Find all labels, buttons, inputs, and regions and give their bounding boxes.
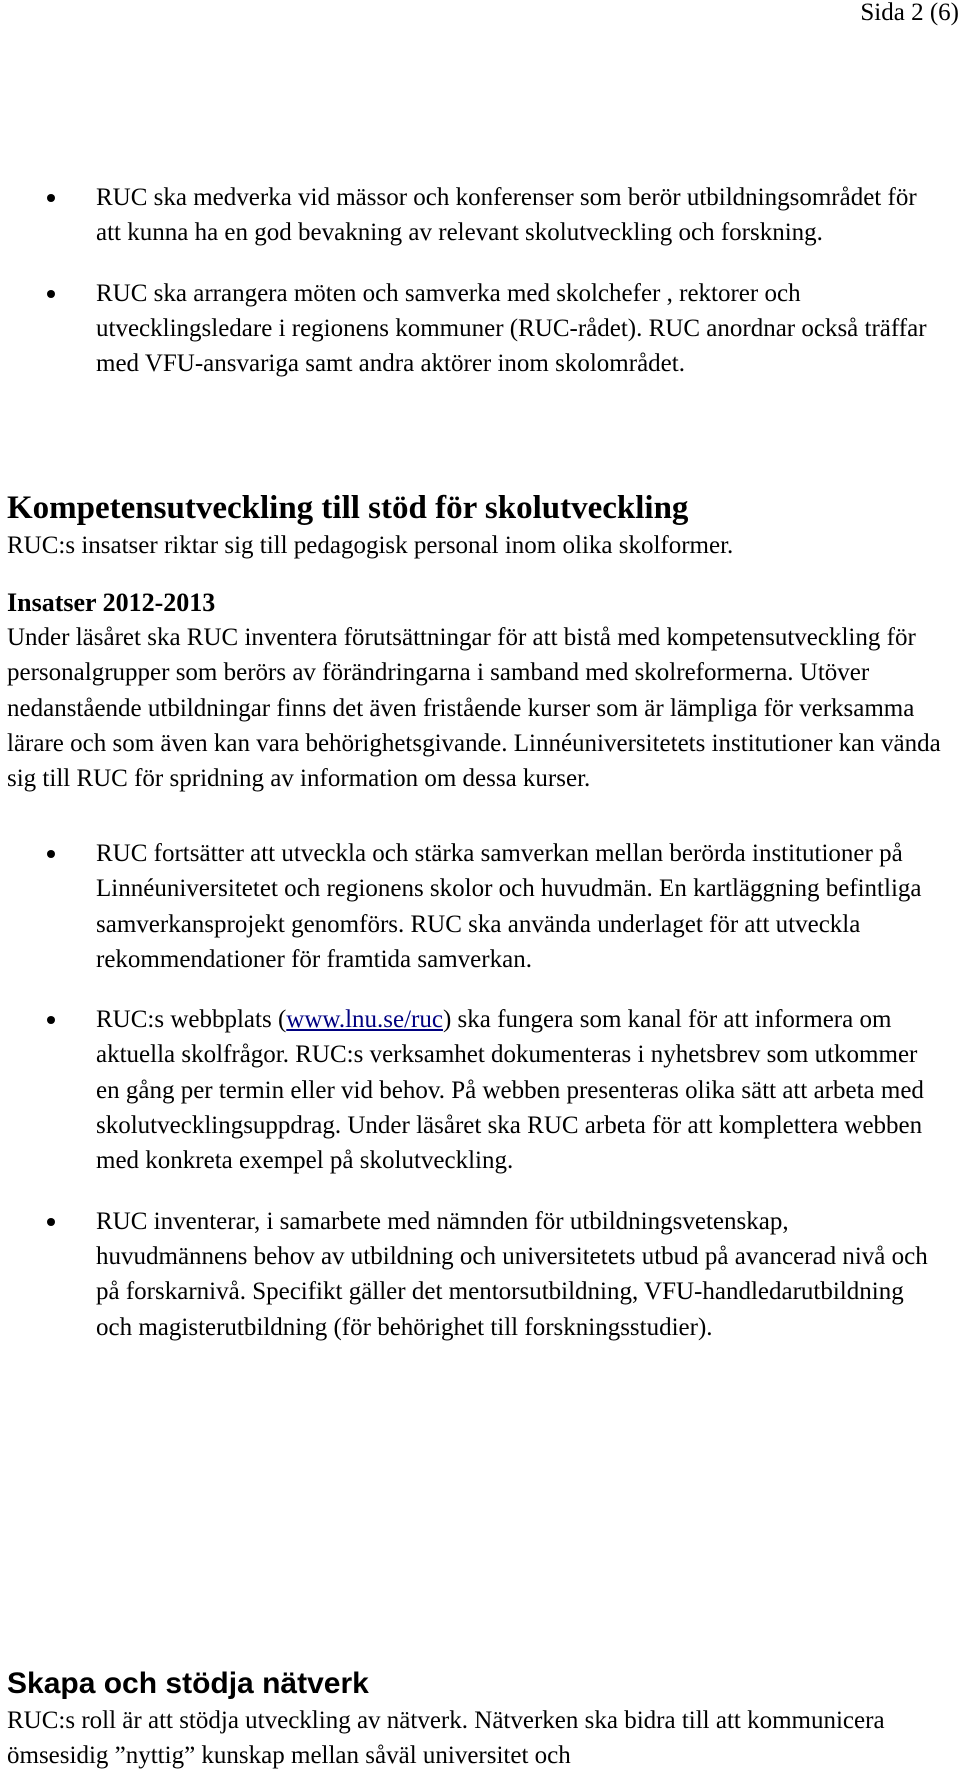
list-item xyxy=(0,1002,940,1178)
section-body: RUC:s roll är att stödja utveckling av nätverk. Nätverken ska bidra till att kommunicera ömsesidig ”nyttig” kunskap mellan såväl universitet och xyxy=(7,1707,885,1770)
list-item-text: RUC inventerar, i samarbete med nämnden för utbildningsvetenskap, huvudmännens behov av utbildning och universitetets utbud på avancerad nivå och på forskarnivå. Specifikt gäller det mentorsutbildning, VFU-handledarutbildning och magisterutbildning (för behörighet till forskningsstudier). xyxy=(96,1207,928,1341)
section-heading: Skapa och stödja nätverk xyxy=(7,1667,369,1700)
ruc-website-link[interactable]: www.lnu.se/ruc xyxy=(286,1006,443,1034)
page-number: Sida 2 (6) xyxy=(860,0,959,26)
section-intro: RUC:s insatser riktar sig till pedagogisk personal inom olika skolformer. xyxy=(7,532,734,559)
list-item-text-part: RUC:s webbplats ( xyxy=(96,1006,287,1034)
section-insatser xyxy=(7,585,947,796)
section-body: Under läsåret ska RUC inventera förutsättningar för att bistå med kompetensutveckling för personalgrupper som berörs av förändringarna i samband med skolreformerna. Utöver nedanstående utbildningar finns det även fristående kurser som är lämpliga för verksamma lärare och som även kan vara behörighetsgivande. Linnéuniversitetets institutioner kan vända sig till RUC för spridning av information om dessa kurser. xyxy=(7,624,941,793)
section-competence xyxy=(7,488,947,563)
section-heading: Kompetensutveckling till stöd för skolutveckling xyxy=(7,490,689,526)
list-item-text-part: ) ska fungera som kanal för att informera om aktuella skolfrågor. RUC:s verksamhet dokumenteras i nyhetsbrev som utkommer en gång per termin eller vid behov. På webben presenteras olika sätt att arbeta med skolutvecklingsuppdrag. Under läsåret ska RUC arbeta för att komplettera webben med konkreta exempel på skolutveckling. xyxy=(96,1006,924,1175)
bullet-icon xyxy=(47,850,55,858)
list-item-text: RUC ska medverka vid mässor och konferenser som berör utbildningsområdet för att kunna ha en god bevakning av relevant skolutveckling och forskning. xyxy=(96,184,917,247)
list-item-text xyxy=(96,1002,936,1178)
bullet-icon xyxy=(47,1016,55,1024)
bullet-icon xyxy=(47,1218,55,1226)
bullet-list-insatser xyxy=(0,836,940,1345)
list-item-text: RUC fortsätter att utveckla och stärka samverkan mellan berörda institutioner på Linnéuniversitetet och regionens skolor och huvudmän. En kartläggning befintliga samverkansprojekt genomförs. RUC ska använda underlaget för att utveckla rekommendationer för framtida samverkan. xyxy=(96,840,922,973)
list-item xyxy=(0,180,940,251)
list-item-text: RUC ska arrangera möten och samverka med skolchefer , rektorer och utvecklingsledare i regionens kommuner (RUC-rådet). RUC anordnar också träffar med VFU-ansvariga samt andra aktörer inom skolområdet. xyxy=(96,279,927,378)
bullet-icon xyxy=(47,290,55,298)
list-item xyxy=(0,276,940,382)
list-item xyxy=(0,1204,940,1345)
bullet-list-top xyxy=(0,180,940,381)
section-network xyxy=(7,1665,947,1774)
bullet-icon xyxy=(47,194,55,202)
list-item xyxy=(0,836,940,977)
section-heading: Insatser 2012-2013 xyxy=(7,588,216,617)
